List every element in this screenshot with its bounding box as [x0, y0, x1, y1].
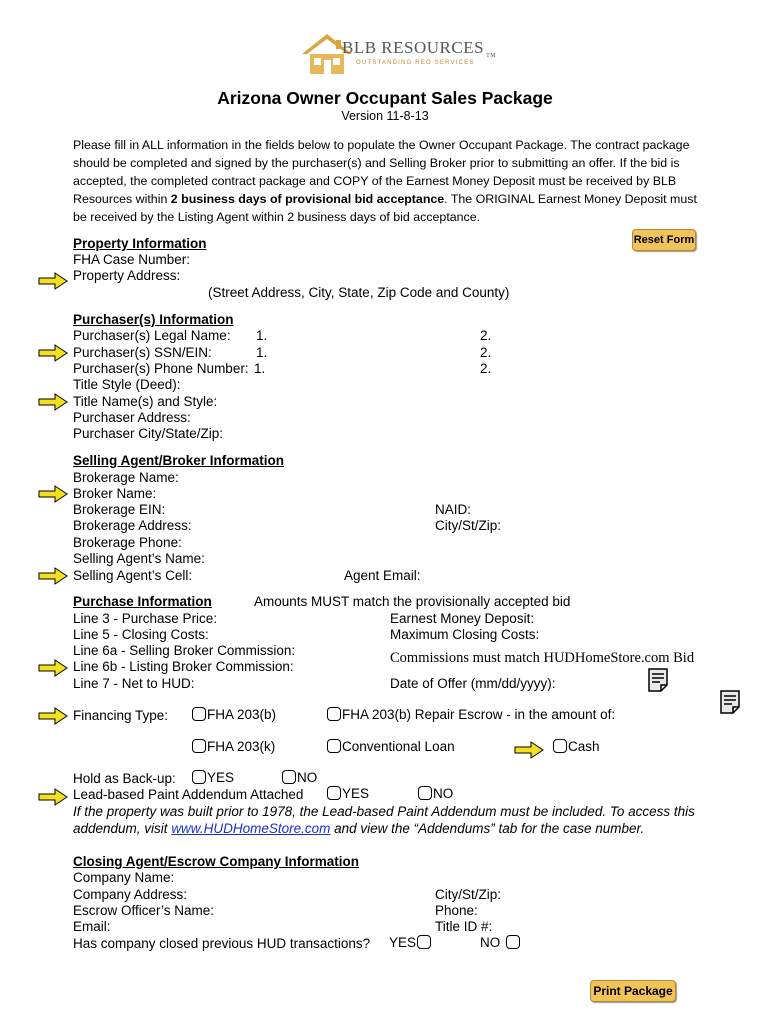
logo-name: BLB RESOURCES $_{TM}$ — [342, 38, 497, 59]
arrow-right-icon — [514, 741, 544, 759]
logo — [298, 30, 497, 78]
page-title: Arizona Owner Occupant Sales Package — [217, 88, 553, 108]
company-name-label: Company Name: — [73, 870, 175, 885]
brokerage-name-label: Brokerage Name: — [73, 470, 179, 485]
radio-button[interactable] — [553, 739, 567, 753]
naid-label: NAID: — [435, 502, 472, 517]
option-label: FHA 203(k) — [207, 739, 276, 754]
arrow-right-icon — [38, 272, 68, 290]
line6a-label: Line 6a - Selling Broker Commission: — [73, 643, 296, 658]
financing-fha203b-option[interactable] — [192, 707, 276, 723]
purchase-amount-note: Amounts MUST match the provisionally accepted bid — [254, 594, 571, 609]
purchaser-1-marker: 1. — [256, 345, 268, 360]
radio-button[interactable] — [327, 739, 341, 753]
title-names-label: Title Name(s) and Style: — [73, 394, 218, 409]
agent-heading: Selling Agent/Broker Information — [73, 453, 285, 468]
company-phone-label: Phone: — [435, 903, 478, 918]
broker-name-label: Broker Name: — [73, 486, 157, 501]
radio-button[interactable] — [327, 786, 341, 800]
line7-label: Line 7 - Net to HUD: — [73, 676, 195, 691]
option-label: FHA 203(b) — [207, 707, 277, 722]
reset-form-button[interactable]: Reset Form — [632, 229, 696, 251]
purchaser-2-marker: 2. — [480, 361, 492, 376]
radio-button[interactable] — [327, 707, 341, 721]
property-address-hint: (Street Address, City, State, Zip Code and County) — [208, 285, 510, 300]
radio-button[interactable] — [282, 770, 296, 784]
lead-paint-yes-option[interactable] — [327, 786, 369, 802]
agent-name-label: Selling Agent’s Name: — [73, 551, 205, 566]
prev-hud-label: Has company closed previous HUD transactions? — [73, 936, 371, 951]
purchaser-heading: Purchaser(s) Information — [73, 312, 234, 327]
note-icon[interactable] — [720, 690, 740, 714]
version: Version 11-8-13 — [341, 109, 429, 123]
radio-button[interactable] — [418, 786, 432, 800]
purchaser-legal-name-label: Purchaser(s) Legal Name: — [73, 328, 231, 343]
lead-paint-no-option[interactable] — [418, 786, 453, 802]
financing-fha203k-option[interactable] — [192, 739, 275, 755]
escrow-officer-label: Escrow Officer’s Name: — [73, 903, 215, 918]
brokerage-city-label: City/St/Zip: — [435, 518, 502, 533]
company-address-label: Company Address: — [73, 887, 188, 902]
intro-paragraph: Please fill in ALL information in the fields below to populate the Owner Occupant Package. The contract package should be completed and signed by the purchaser(s) and Selling Broker prior to submitting an offer. If the bid is accepted, the completed contract package and COPY of the Earnest Money Deposit must be received by BLB Resources within 2 business days of provisional bid acceptance. The ORIGINAL Earnest Money Deposit must be received by the Listing Agent within 2 business days of bid acceptance. — [73, 138, 697, 224]
option-label: Conventional Loan — [342, 739, 455, 754]
hold-backup-yes-option[interactable] — [192, 770, 234, 786]
purchaser-1-marker: 1. — [256, 328, 268, 343]
company-city-label: City/St/Zip: — [435, 887, 502, 902]
option-label: YES — [342, 786, 370, 801]
purchaser-ssn-label: Purchaser(s) SSN/EIN: — [73, 345, 212, 360]
line3-label: Line 3 - Purchase Price: — [73, 611, 218, 626]
arrow-right-icon — [38, 393, 68, 411]
brokerage-ein-label: Brokerage EIN: — [73, 502, 166, 517]
option-label: NO — [297, 770, 318, 785]
radio-button[interactable] — [192, 739, 206, 753]
purchaser-2-marker: 2. — [480, 345, 492, 360]
option-label: Cash — [568, 739, 600, 754]
max-closing-label: Maximum Closing Costs: — [390, 627, 540, 642]
option-label: NO — [433, 786, 454, 801]
purchaser-city-label: Purchaser City/State/Zip: — [73, 426, 224, 441]
purchaser-address-label: Purchaser Address: — [73, 410, 191, 425]
option-label: YES — [389, 935, 417, 950]
brokerage-address-label: Brokerage Address: — [73, 518, 192, 533]
property-address-label: Property Address: — [73, 268, 181, 283]
arrow-right-icon — [38, 567, 68, 585]
purchaser-1-marker: 1. — [254, 361, 266, 376]
radio-button[interactable] — [506, 935, 520, 949]
property-heading: Property Information — [73, 236, 207, 251]
radio-button[interactable] — [417, 935, 431, 949]
radio-button[interactable] — [192, 707, 206, 721]
financing-cash-option[interactable] — [553, 739, 600, 755]
purchaser-phone-label: Purchaser(s) Phone Number: — [73, 361, 249, 376]
title-style-label: Title Style (Deed): — [73, 377, 181, 392]
print-package-button[interactable]: Print Package — [590, 980, 676, 1002]
option-label: YES — [207, 770, 235, 785]
arrow-right-icon — [38, 344, 68, 362]
hudhomestore-link[interactable]: www.HUDHomeStore.com — [171, 821, 331, 836]
arrow-right-icon — [38, 707, 68, 725]
option-label: FHA 203(b) Repair Escrow - in the amount of: — [342, 707, 616, 722]
prev-hud-yes-option[interactable] — [389, 935, 432, 951]
date-offer-label: Date of Offer (mm/dd/yyyy): — [390, 676, 556, 691]
option-label: NO — [480, 935, 501, 950]
title-id-label: Title ID #: — [435, 919, 493, 934]
lead-paint-note: If the property was built prior to 1978, the Lead-based Paint Addendum must be included. To access this addendum, visit www.HUDHomeStore.com and view the “Addendums” tab for the case number. — [73, 804, 695, 836]
arrow-right-icon — [38, 485, 68, 503]
closing-heading: Closing Agent/Escrow Company Information — [73, 854, 360, 869]
purchase-heading: Purchase Information — [73, 594, 212, 609]
hold-backup-no-option[interactable] — [282, 770, 317, 786]
logo-tagline: OUTSTANDING REO SERVICES — [356, 60, 475, 66]
arrow-right-icon — [38, 788, 68, 806]
brokerage-phone-label: Brokerage Phone: — [73, 535, 182, 550]
financing-type-label: Financing Type: — [73, 708, 169, 723]
radio-button[interactable] — [192, 770, 206, 784]
prev-hud-no-option[interactable] — [480, 935, 521, 951]
purchaser-2-marker: 2. — [480, 328, 492, 343]
financing-fha203b-repair-option[interactable] — [327, 707, 615, 723]
fha-case-label: FHA Case Number: — [73, 252, 191, 267]
earnest-label: Earnest Money Deposit: — [390, 611, 535, 626]
agent-email-label: Agent Email: — [344, 568, 421, 583]
line6b-label: Line 6b - Listing Broker Commission: — [73, 659, 294, 674]
financing-conventional-option[interactable] — [327, 739, 455, 755]
line5-label: Line 5 - Closing Costs: — [73, 627, 209, 642]
agent-cell-label: Selling Agent’s Cell: — [73, 568, 193, 583]
note-icon[interactable] — [648, 668, 668, 692]
company-email-label: Email: — [73, 919, 111, 934]
hold-backup-label: Hold as Back-up: — [73, 771, 176, 786]
lead-paint-label: Lead-based Paint Addendum Attached — [73, 787, 304, 802]
commission-note: Commissions must match HUDHomeStore.com Bid — [390, 650, 695, 666]
arrow-right-icon — [38, 659, 68, 677]
